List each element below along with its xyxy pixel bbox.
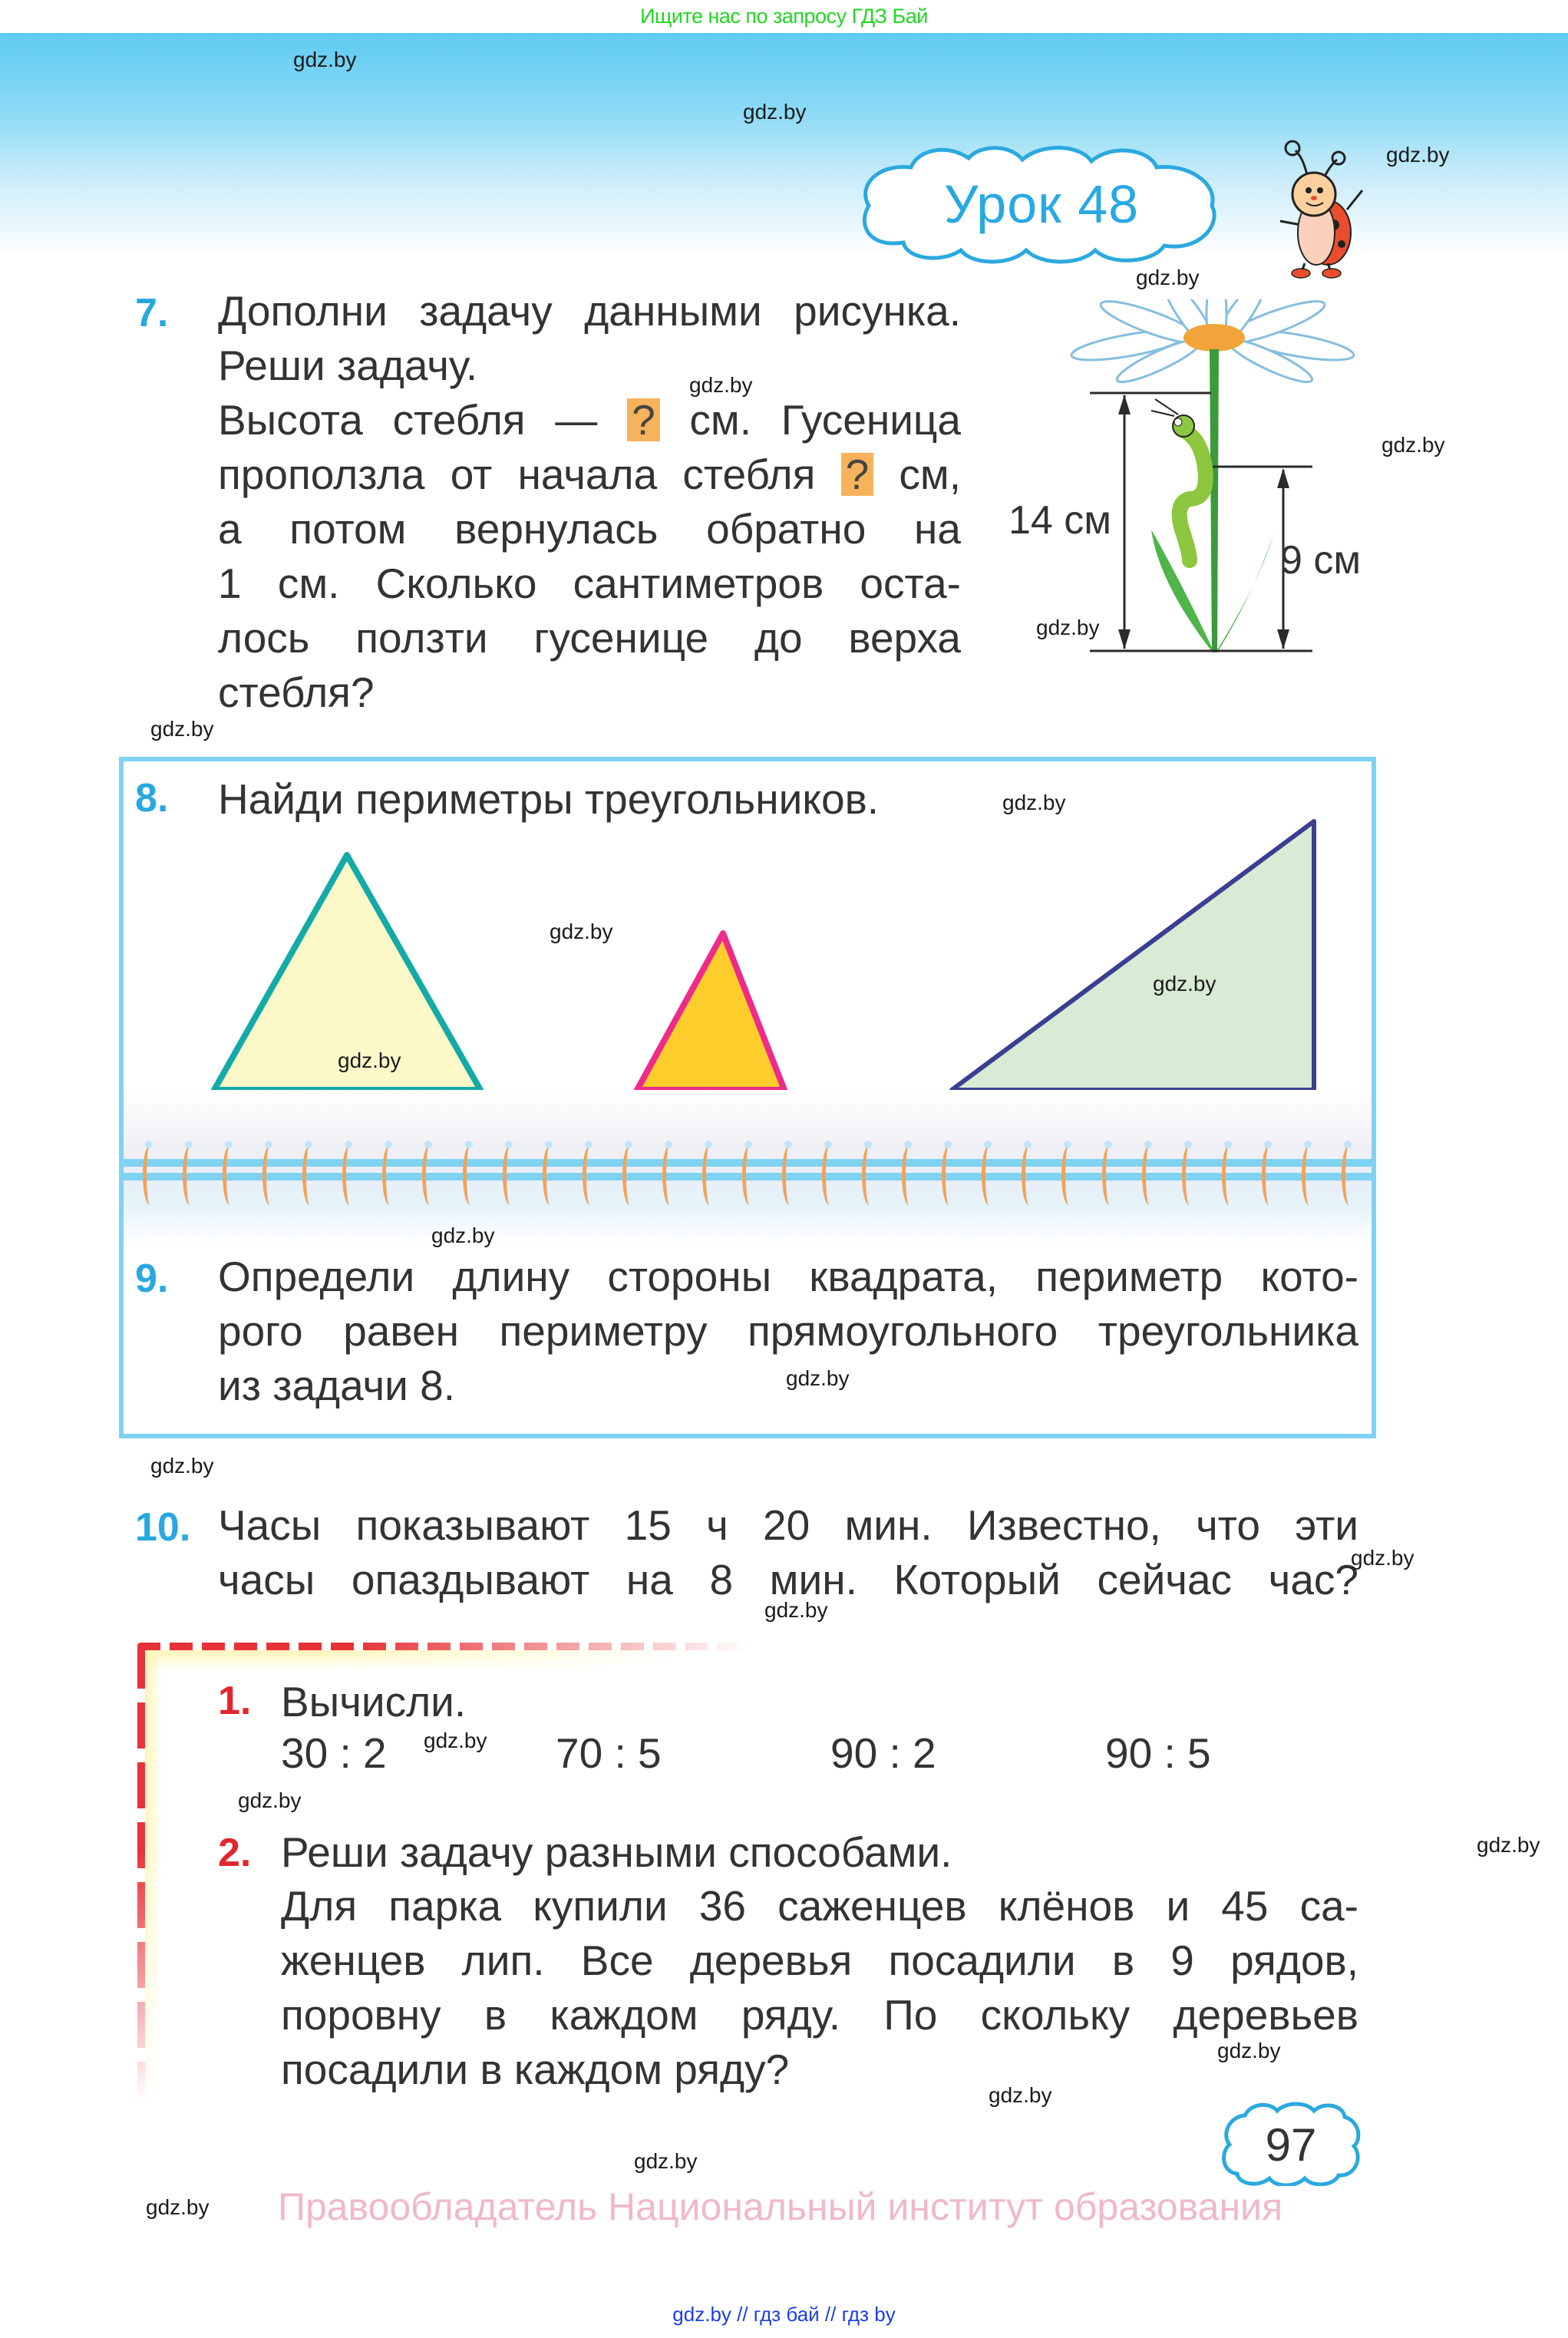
spiral-ring-icon bbox=[342, 1141, 355, 1210]
expression: 90 : 5 bbox=[1105, 1729, 1211, 1777]
review-box-glow bbox=[145, 1650, 162, 2111]
spiral-ring-icon bbox=[701, 1141, 715, 1210]
watermark: gdz.by bbox=[550, 920, 613, 943]
watermark: gdz.by bbox=[431, 1223, 495, 1247]
spiral-binding bbox=[142, 1141, 1355, 1210]
task-10-line: часы опаздывают на 8 мин. Который сейчас час? bbox=[218, 1556, 1358, 1603]
arrow-down-icon bbox=[1277, 629, 1289, 649]
watermark: gdz.by bbox=[150, 1454, 214, 1478]
task-7-line: стебля? bbox=[218, 669, 375, 716]
review-task-2-line: посадили в каждом ряду? bbox=[281, 2046, 790, 2093]
watermark: gdz.by bbox=[786, 1366, 850, 1390]
spiral-ring-icon bbox=[1261, 1141, 1275, 1210]
spiral-ring-icon bbox=[981, 1141, 995, 1210]
spiral-ring-icon bbox=[821, 1141, 835, 1210]
task-7-line: а потом вернулась обратно на bbox=[218, 505, 961, 553]
spiral-ring-icon bbox=[1141, 1141, 1155, 1210]
watermark: gdz.by bbox=[238, 1788, 302, 1812]
expression: 90 : 2 bbox=[830, 1729, 936, 1777]
stem-icon bbox=[1210, 349, 1219, 652]
task-7-line: Высота стебля — ? см. Гусеница bbox=[218, 396, 962, 444]
copyright-text: Правообладатель Национальный институт образования bbox=[278, 2185, 1283, 2228]
spiral-ring-icon bbox=[1221, 1141, 1235, 1210]
watermark: gdz.by bbox=[1386, 143, 1450, 167]
watermark: gdz.by bbox=[150, 717, 214, 741]
arrow-down-icon bbox=[1118, 629, 1131, 649]
watermark: gdz.by bbox=[634, 2149, 698, 2173]
daisy-figure bbox=[1067, 299, 1374, 660]
task-10-text bbox=[218, 1498, 1358, 1607]
task-10-line: Часы показывают 15 ч 20 мин. Известно, что эти bbox=[218, 1501, 1358, 1549]
spiral-ring-icon bbox=[182, 1141, 196, 1210]
watermark: gdz.by bbox=[293, 48, 357, 71]
task-8-text: Найди периметры треугольников. bbox=[218, 775, 880, 823]
watermark: gdz.by bbox=[1153, 972, 1216, 996]
triangle-3-right bbox=[952, 821, 1314, 1090]
task-7-line: Дополни задачу данными рисунка. bbox=[218, 287, 961, 335]
task-7-number: 7. bbox=[135, 291, 169, 335]
footer-links[interactable]: gdz.by // гдз бай // гдз by bbox=[672, 2303, 896, 2326]
arrow-up-icon bbox=[1277, 468, 1289, 488]
ladybug-icon bbox=[1274, 137, 1374, 279]
task-8-number: 8. bbox=[135, 776, 169, 821]
watermark: gdz.by bbox=[989, 2083, 1052, 2107]
watermark: gdz.by bbox=[1217, 2039, 1281, 2062]
review-box-glow bbox=[142, 1650, 756, 1670]
task-9-number: 9. bbox=[135, 1257, 169, 1301]
spiral-ring-icon bbox=[222, 1141, 236, 1210]
task-9-line: Определи длину стороны квадрата, периметр кото- bbox=[218, 1253, 1358, 1300]
spiral-ring-icon bbox=[662, 1141, 675, 1210]
watermark: gdz.by bbox=[1351, 1546, 1415, 1570]
watermark: gdz.by bbox=[338, 1048, 401, 1072]
spiral-ring-icon bbox=[381, 1141, 395, 1210]
watermark: gdz.by bbox=[424, 1729, 487, 1752]
spiral-ring-icon bbox=[622, 1141, 635, 1210]
watermark: gdz.by bbox=[1381, 433, 1445, 457]
spiral-ring-icon bbox=[462, 1141, 476, 1210]
dimension-lines bbox=[1090, 393, 1312, 651]
spiral-ring-icon bbox=[421, 1141, 435, 1210]
task-10-number: 10. bbox=[135, 1505, 191, 1550]
expression: 30 : 2 bbox=[281, 1729, 387, 1777]
watermark: gdz.by bbox=[1477, 1833, 1540, 1857]
unknown-crawl-distance: ? bbox=[841, 453, 874, 496]
watermark: gdz.by bbox=[1036, 616, 1100, 639]
spiral-ring-icon bbox=[582, 1141, 596, 1210]
unknown-stem-height: ? bbox=[627, 398, 660, 441]
review-task-2-text bbox=[281, 1879, 1358, 2097]
stem-height-label: 14 см bbox=[1008, 498, 1112, 543]
daisy-center-icon bbox=[1183, 324, 1245, 352]
spiral-ring-icon bbox=[781, 1141, 795, 1210]
lesson-title: Урок 48 bbox=[943, 174, 1140, 234]
task-7-line: проползла от начала стебля ? см, bbox=[218, 451, 962, 498]
leaf-icon bbox=[1216, 533, 1274, 652]
spiral-ring-icon bbox=[741, 1141, 755, 1210]
top-banner: Ищите нас по запросу ГДЗ Бай bbox=[0, 0, 1568, 33]
review-task-2-line: поровну в каждом ряду. По скольку деревьев bbox=[281, 1991, 1358, 2039]
spiral-ring-icon bbox=[1181, 1141, 1195, 1210]
watermark: gdz.by bbox=[146, 2195, 210, 2219]
spiral-ring-icon bbox=[941, 1141, 955, 1210]
task-9-line: из задачи 8. bbox=[218, 1362, 456, 1409]
arrow-up-icon bbox=[1118, 395, 1131, 414]
review-task-2-line: женцев лип. Все деревья посадили в 9 рядов, bbox=[281, 1937, 1358, 1984]
spiral-ring-icon bbox=[1301, 1141, 1315, 1210]
watermark: gdz.by bbox=[743, 100, 807, 124]
review-task-1-number: 1. bbox=[218, 1679, 252, 1723]
spiral-ring-icon bbox=[1101, 1141, 1115, 1210]
spiral-ring-icon bbox=[542, 1141, 556, 1210]
spiral-ring-icon bbox=[142, 1141, 156, 1210]
watermark: gdz.by bbox=[689, 373, 753, 397]
caterpillar-icon bbox=[1151, 399, 1206, 560]
spiral-ring-icon bbox=[1021, 1141, 1035, 1210]
task-7-line: 1 см. Сколько сантиметров оста- bbox=[218, 560, 961, 607]
page-number: 97 bbox=[1265, 2118, 1317, 2171]
spiral-ring-icon bbox=[1061, 1141, 1074, 1210]
watermark: gdz.by bbox=[1136, 266, 1200, 289]
review-task-2-number: 2. bbox=[218, 1831, 252, 1875]
review-box-border-top bbox=[137, 1643, 751, 1650]
spiral-ring-icon bbox=[262, 1141, 276, 1210]
spiral-ring-icon bbox=[302, 1141, 315, 1210]
crawl-height-label: 9 см bbox=[1280, 538, 1362, 583]
review-box-border-left bbox=[137, 1643, 145, 2103]
spiral-ring-icon bbox=[861, 1141, 875, 1210]
task-7-line: Реши задачу. bbox=[218, 342, 478, 389]
spiral-ring-icon bbox=[502, 1141, 516, 1210]
expression: 70 : 5 bbox=[556, 1729, 662, 1777]
review-task-2-line: Для парка купили 36 саженцев клёнов и 45 са- bbox=[281, 1882, 1358, 1930]
task-7-text bbox=[218, 284, 961, 720]
watermark: gdz.by bbox=[764, 1598, 828, 1622]
spiral-ring-icon bbox=[901, 1141, 915, 1210]
task-9-line: рого равен периметру прямоугольного треугольника bbox=[218, 1307, 1358, 1355]
spiral-ring-icon bbox=[1341, 1141, 1355, 1210]
review-task-1-title: Вычисли. bbox=[281, 1678, 467, 1725]
triangle-2 bbox=[637, 933, 784, 1090]
task-7-line: лось ползти гусенице до верха bbox=[218, 614, 961, 662]
watermark: gdz.by bbox=[1002, 791, 1066, 814]
review-task-2-title: Реши задачу разными способами. bbox=[281, 1828, 952, 1876]
